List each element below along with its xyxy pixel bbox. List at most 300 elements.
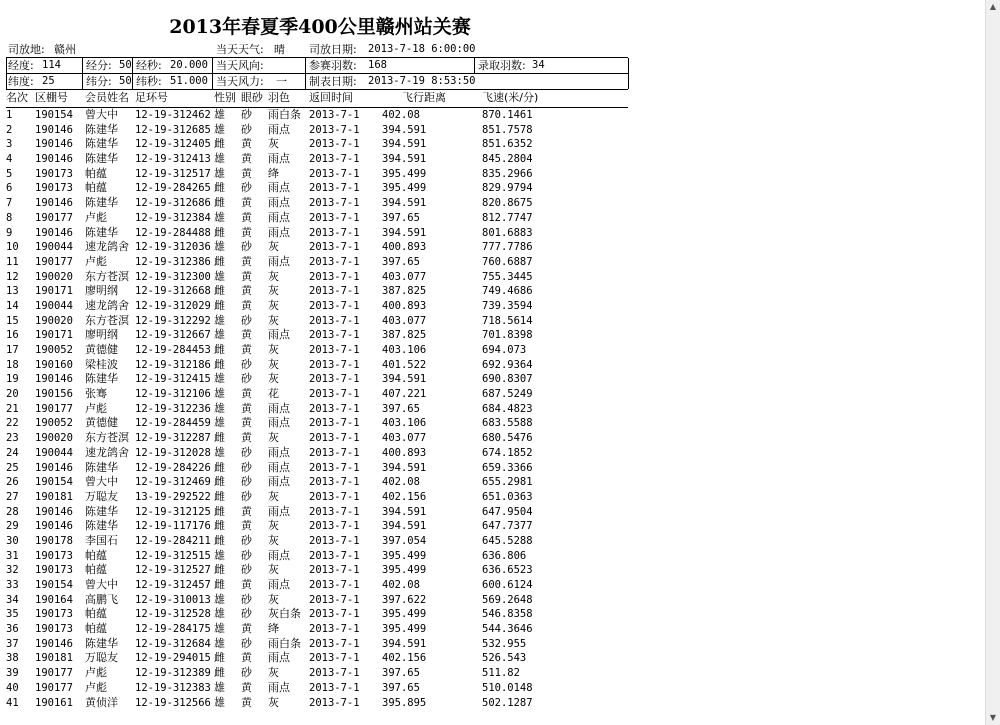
lon-sec-label: 经秒: — [136, 59, 162, 72]
cell-return-time: 2013-7-1 — [309, 241, 360, 254]
cell-speed: 645.5288 — [482, 534, 533, 547]
longitude-label: 经度: — [8, 59, 34, 72]
cell-loft: 190177 — [35, 402, 73, 415]
cell-loft: 190177 — [35, 667, 73, 680]
cell-eye: 黄 — [241, 254, 252, 268]
wind-dir-label: 当天风向: — [216, 59, 264, 72]
cell-ring: 12-19-284175 — [135, 623, 211, 636]
cell-eye: 黄 — [241, 695, 252, 709]
cell-ring: 12-19-312389 — [135, 667, 211, 680]
cell-loft: 190020 — [35, 314, 73, 327]
cell-distance: 400.893 — [382, 299, 427, 312]
cell-loft: 190154 — [35, 579, 73, 591]
cell-color: 雨点 — [268, 460, 290, 474]
cell-color: 雨点 — [268, 475, 290, 489]
vertical-scrollbar[interactable] — [985, 0, 1000, 725]
cell-ring: 12-19-312684 — [135, 637, 211, 650]
cell-loft: 190154 — [35, 109, 73, 121]
cell-return-time: 2013-7-1 — [309, 358, 360, 371]
cell-sex: 雄 — [214, 695, 225, 709]
cell-loft: 190146 — [35, 505, 73, 518]
cell-distance: 395.499 — [382, 608, 427, 621]
cell-sex: 雄 — [214, 166, 225, 180]
cell-speed: 701.8398 — [482, 329, 533, 342]
cell-color: 雨点 — [268, 225, 290, 239]
cell-color: 灰 — [268, 343, 279, 356]
cell-rank: 15 — [6, 314, 19, 327]
table-row — [6, 255, 628, 270]
col-color: 羽色 — [268, 91, 290, 104]
cell-speed: 510.0148 — [482, 681, 533, 694]
cell-rank: 22 — [6, 417, 19, 430]
cell-loft: 190146 — [35, 123, 73, 136]
cell-return-time: 2013-7-1 — [309, 623, 360, 636]
cell-rank: 11 — [6, 255, 19, 268]
cell-sex: 雄 — [214, 328, 225, 342]
cell-rank: 20 — [6, 388, 19, 401]
scroll-up-arrow-icon[interactable]: ▲ — [989, 2, 997, 11]
cell-ring: 12-19-312517 — [135, 167, 211, 180]
release-place: 赣州 — [54, 43, 76, 56]
cell-color: 雨点 — [268, 181, 290, 195]
wind-force: 一 — [276, 75, 287, 88]
table-row — [6, 681, 628, 696]
table-row — [6, 519, 628, 534]
cell-color: 灰 — [268, 357, 279, 371]
cell-return-time: 2013-7-1 — [309, 255, 360, 268]
cell-speed: 636.806 — [482, 549, 527, 562]
table-row — [6, 651, 628, 666]
cell-distance: 397.65 — [382, 667, 420, 680]
cell-return-time: 2013-7-1 — [309, 667, 360, 680]
weather-label: 当天天气: — [216, 43, 264, 56]
cell-loft: 190177 — [35, 211, 73, 224]
cell-color: 灰 — [268, 284, 279, 298]
cell-loft: 190160 — [35, 358, 73, 371]
cell-loft: 190161 — [35, 696, 73, 709]
cell-return-time: 2013-7-1 — [309, 564, 360, 577]
cell-eye: 黄 — [241, 416, 252, 430]
cell-distance: 402.08 — [382, 109, 420, 121]
cell-loft: 190146 — [35, 197, 73, 210]
cell-eye: 砂 — [241, 607, 252, 621]
cell-eye: 砂 — [241, 636, 252, 650]
cell-rank: 8 — [6, 211, 13, 224]
cell-ring: 12-19-312236 — [135, 402, 211, 415]
col-ring: 足环号 — [135, 91, 168, 104]
cell-rank: 38 — [6, 652, 19, 665]
cell-distance: 395.499 — [382, 167, 427, 180]
cell-color: 雨点 — [268, 328, 290, 342]
cell-speed: 755.3445 — [482, 270, 533, 283]
cell-distance: 387.825 — [382, 285, 427, 298]
cell-return-time: 2013-7-1 — [309, 270, 360, 283]
cell-speed: 674.1852 — [482, 446, 533, 459]
table-row — [6, 534, 628, 549]
cell-rank: 5 — [6, 167, 13, 180]
cell-ring: 12-19-284226 — [135, 461, 211, 474]
cell-return-time: 2013-7-1 — [309, 652, 360, 665]
cell-speed: 680.5476 — [482, 432, 533, 445]
cell-rank: 30 — [6, 534, 19, 547]
cell-distance: 394.591 — [382, 373, 427, 386]
cell-speed: 683.5588 — [482, 417, 533, 430]
made-date: 2013-7-19 8:53:50 — [368, 75, 476, 87]
cell-return-time: 2013-7-1 — [309, 211, 360, 224]
col-member: 会员姓名 — [85, 91, 129, 104]
cell-ring: 12-19-312186 — [135, 358, 211, 371]
cell-return-time: 2013-7-1 — [309, 490, 360, 503]
cell-ring: 12-19-294015 — [135, 652, 211, 665]
cell-return-time: 2013-7-1 — [309, 446, 360, 459]
cell-eye: 黄 — [241, 284, 252, 298]
cell-ring: 12-19-312287 — [135, 432, 211, 445]
cell-rank: 6 — [6, 182, 13, 195]
cell-speed: 845.2804 — [482, 153, 533, 166]
cell-member: 帕蕴 — [85, 622, 107, 636]
cell-eye: 砂 — [241, 548, 252, 562]
cell-speed: 851.6352 — [482, 138, 533, 151]
cell-eye: 砂 — [241, 122, 252, 136]
cell-sex: 雌 — [214, 519, 225, 533]
cell-color: 雨点 — [268, 548, 290, 562]
accepted-label: 录取羽数: — [478, 59, 526, 72]
cell-eye: 黄 — [241, 578, 252, 591]
cell-ring: 12-19-312384 — [135, 211, 211, 224]
cell-return-time: 2013-7-1 — [309, 608, 360, 621]
cell-rank: 1 — [6, 109, 13, 121]
cell-speed: 636.6523 — [482, 564, 533, 577]
cell-speed: 835.2966 — [482, 167, 533, 180]
cell-distance: 394.591 — [382, 505, 427, 518]
cell-eye: 砂 — [241, 460, 252, 474]
cell-loft: 190146 — [35, 138, 73, 151]
cell-return-time: 2013-7-1 — [309, 197, 360, 210]
cell-member: 陈建华 — [85, 152, 118, 166]
cell-speed: 690.8307 — [482, 373, 533, 386]
cell-rank: 19 — [6, 373, 19, 386]
cell-member: 卢彪 — [85, 401, 107, 415]
cell-loft: 190173 — [35, 608, 73, 621]
cell-return-time: 2013-7-1 — [309, 417, 360, 430]
cell-speed: 760.6887 — [482, 255, 533, 268]
info-row-longitude — [6, 58, 628, 73]
cell-sex: 雄 — [214, 592, 225, 606]
cell-sex: 雄 — [214, 548, 225, 562]
cell-color: 灰 — [268, 137, 279, 151]
cell-member: 帕蕴 — [85, 607, 107, 621]
cell-return-time: 2013-7-1 — [309, 182, 360, 195]
table-row — [6, 211, 628, 226]
cell-member: 高鹏飞 — [85, 592, 118, 606]
cell-color: 雨点 — [268, 152, 290, 166]
cell-color: 绛 — [268, 622, 279, 636]
cell-return-time: 2013-7-1 — [309, 461, 360, 474]
cell-member: 帕蕴 — [85, 548, 107, 562]
cell-eye: 砂 — [241, 533, 252, 547]
cell-loft: 190146 — [35, 520, 73, 533]
cell-distance: 401.522 — [382, 358, 427, 371]
cell-rank: 9 — [6, 226, 13, 239]
cell-ring: 12-19-284265 — [135, 182, 211, 195]
cell-ring: 12-19-284211 — [135, 534, 211, 547]
cell-distance: 394.591 — [382, 520, 427, 533]
cell-ring: 12-19-312685 — [135, 123, 211, 136]
cell-loft: 190164 — [35, 593, 73, 606]
cell-return-time: 2013-7-1 — [309, 344, 360, 356]
table-row — [6, 123, 628, 138]
lon-sec: 20.000 — [170, 59, 208, 71]
cell-color: 绛 — [268, 166, 279, 180]
cell-member: 陈建华 — [85, 137, 118, 151]
cell-distance: 400.893 — [382, 241, 427, 254]
cell-distance: 387.825 — [382, 329, 427, 342]
table-row — [6, 490, 628, 505]
cell-distance: 403.106 — [382, 417, 427, 430]
table-row — [6, 314, 628, 329]
cell-ring: 12-19-312469 — [135, 476, 211, 489]
col-eye: 眼砂 — [241, 91, 263, 104]
table-row — [6, 108, 628, 123]
table-row — [6, 416, 628, 431]
cell-rank: 25 — [6, 461, 19, 474]
cell-speed: 526.543 — [482, 652, 527, 665]
cell-sex: 雌 — [214, 137, 225, 151]
cell-member: 黄德健 — [85, 343, 118, 356]
cell-eye: 黄 — [241, 210, 252, 224]
cell-ring: 12-19-312383 — [135, 681, 211, 694]
cell-speed: 718.5614 — [482, 314, 533, 327]
cell-speed: 687.5249 — [482, 388, 533, 401]
cell-rank: 36 — [6, 623, 19, 636]
cell-member: 帕蕴 — [85, 563, 107, 577]
cell-color: 雨点 — [268, 401, 290, 415]
table-row — [6, 461, 628, 476]
cell-sex: 雄 — [214, 622, 225, 636]
cell-ring: 12-19-312028 — [135, 446, 211, 459]
entries: 168 — [368, 59, 387, 71]
cell-rank: 35 — [6, 608, 19, 621]
table-row — [6, 666, 628, 681]
cell-speed: 829.9794 — [482, 182, 533, 195]
cell-distance: 397.65 — [382, 681, 420, 694]
cell-ring: 12-19-312462 — [135, 109, 211, 121]
cell-speed: 647.7377 — [482, 520, 533, 533]
cell-distance: 394.591 — [382, 123, 427, 136]
cell-ring: 12-19-312528 — [135, 608, 211, 621]
lat-min: 50 — [119, 75, 132, 87]
cell-eye: 砂 — [241, 108, 252, 121]
cell-loft: 190177 — [35, 255, 73, 268]
cell-eye: 砂 — [241, 357, 252, 371]
cell-return-time: 2013-7-1 — [309, 549, 360, 562]
cell-speed: 820.8675 — [482, 197, 533, 210]
cell-member: 速龙鸽舍 — [85, 240, 129, 254]
cell-sex: 雄 — [214, 636, 225, 650]
cell-color: 雨白条 — [268, 108, 301, 121]
cell-member: 陈建华 — [85, 504, 118, 518]
cell-sex: 雌 — [214, 475, 225, 489]
cell-member: 帕蕴 — [85, 181, 107, 195]
cell-distance: 395.499 — [382, 564, 427, 577]
cell-distance: 400.893 — [382, 446, 427, 459]
cell-speed: 801.6883 — [482, 226, 533, 239]
col-return-time: 返回时间 — [309, 91, 353, 104]
cell-ring: 12-19-312515 — [135, 549, 211, 562]
cell-member: 东方苍溟 — [85, 269, 129, 283]
col-sex: 性别 — [214, 91, 236, 104]
divider — [474, 58, 475, 73]
cell-color: 灰白条 — [268, 607, 301, 621]
cell-color: 雨点 — [268, 445, 290, 459]
cell-loft: 190044 — [35, 241, 73, 254]
cell-speed: 684.4823 — [482, 402, 533, 415]
divider — [305, 58, 306, 89]
cell-rank: 39 — [6, 667, 19, 680]
cell-ring: 12-19-312566 — [135, 696, 211, 709]
table-row — [6, 431, 628, 446]
table-row — [6, 270, 628, 285]
cell-member: 陈建华 — [85, 636, 118, 650]
cell-ring: 12-19-312125 — [135, 505, 211, 518]
cell-distance: 397.65 — [382, 402, 420, 415]
cell-return-time: 2013-7-1 — [309, 432, 360, 445]
table-row — [6, 358, 628, 373]
cell-eye: 黄 — [241, 166, 252, 180]
cell-distance: 402.156 — [382, 652, 427, 665]
cell-color: 灰 — [268, 240, 279, 254]
cell-loft: 190181 — [35, 652, 73, 665]
cell-loft: 190052 — [35, 417, 73, 430]
cell-return-time: 2013-7-1 — [309, 153, 360, 166]
cell-eye: 砂 — [241, 563, 252, 577]
cell-sex: 雄 — [214, 607, 225, 621]
cell-speed: 569.2648 — [482, 593, 533, 606]
cell-color: 灰 — [268, 431, 279, 445]
cell-eye: 黄 — [241, 651, 252, 665]
cell-color: 灰 — [268, 489, 279, 503]
cell-rank: 32 — [6, 564, 19, 577]
cell-eye: 砂 — [241, 592, 252, 606]
table-row — [6, 475, 628, 490]
report-title: 2013年春夏季400公里赣州站关赛 — [169, 16, 471, 38]
cell-distance: 407.221 — [382, 388, 427, 401]
cell-loft: 190044 — [35, 446, 73, 459]
cell-color: 雨点 — [268, 210, 290, 224]
cell-rank: 7 — [6, 197, 13, 210]
cell-loft: 190177 — [35, 681, 73, 694]
cell-color: 雨点 — [268, 651, 290, 665]
wind-force-label: 当天风力: — [216, 75, 264, 88]
cell-return-time: 2013-7-1 — [309, 505, 360, 518]
cell-speed: 532.955 — [482, 637, 527, 650]
cell-sex: 雌 — [214, 298, 225, 312]
cell-color: 雨点 — [268, 680, 290, 694]
cell-return-time: 2013-7-1 — [309, 520, 360, 533]
cell-sex: 雄 — [214, 269, 225, 283]
cell-rank: 40 — [6, 681, 19, 694]
cell-return-time: 2013-7-1 — [309, 476, 360, 489]
table-row — [6, 299, 628, 314]
cell-sex: 雄 — [214, 680, 225, 694]
cell-loft: 190171 — [35, 329, 73, 342]
cell-sex: 雄 — [214, 416, 225, 430]
cell-member: 黄侦洋 — [85, 695, 118, 709]
cell-ring: 12-19-310013 — [135, 593, 211, 606]
scroll-down-arrow-icon[interactable]: ▼ — [989, 713, 997, 722]
cell-rank: 27 — [6, 490, 19, 503]
cell-ring: 12-19-312686 — [135, 197, 211, 210]
table-row — [6, 343, 628, 358]
cell-ring: 12-19-312036 — [135, 241, 211, 254]
info-row-release — [6, 42, 628, 57]
cell-rank: 29 — [6, 520, 19, 533]
cell-color: 灰 — [268, 563, 279, 577]
cell-return-time: 2013-7-1 — [309, 109, 360, 121]
cell-member: 卢彪 — [85, 666, 107, 680]
lat-sec: 51.000 — [170, 75, 208, 87]
cell-rank: 3 — [6, 138, 13, 151]
cell-speed: 647.9504 — [482, 505, 533, 518]
cell-distance: 397.054 — [382, 534, 427, 547]
col-rank: 名次 — [6, 91, 28, 104]
info-row-latitude — [6, 74, 628, 89]
cell-sex: 雌 — [214, 431, 225, 445]
cell-speed: 651.0363 — [482, 490, 533, 503]
latitude-label: 纬度: — [8, 75, 34, 88]
cell-eye: 黄 — [241, 269, 252, 283]
cell-loft: 190020 — [35, 432, 73, 445]
cell-sex: 雌 — [214, 460, 225, 474]
cell-speed: 694.073 — [482, 344, 527, 356]
cell-member: 黄德健 — [85, 416, 118, 430]
cell-distance: 403.077 — [382, 314, 427, 327]
cell-rank: 24 — [6, 446, 19, 459]
cell-member: 曾大中 — [85, 578, 118, 591]
cell-eye: 黄 — [241, 196, 252, 210]
cell-rank: 33 — [6, 579, 19, 591]
cell-return-time: 2013-7-1 — [309, 534, 360, 547]
table-header — [6, 90, 628, 106]
cell-member: 曾大中 — [85, 475, 118, 489]
cell-color: 灰 — [268, 695, 279, 709]
cell-sex: 雄 — [214, 122, 225, 136]
cell-distance: 397.65 — [382, 255, 420, 268]
cell-eye: 黄 — [241, 343, 252, 356]
cell-sex: 雄 — [214, 387, 225, 401]
cell-rank: 26 — [6, 476, 19, 489]
cell-speed: 502.1287 — [482, 696, 533, 709]
cell-member: 帕蕴 — [85, 166, 107, 180]
cell-sex: 雄 — [214, 152, 225, 166]
col-loft: 区棚号 — [35, 91, 68, 104]
cell-color: 灰 — [268, 666, 279, 680]
cell-rank: 23 — [6, 432, 19, 445]
cell-loft: 190173 — [35, 182, 73, 195]
cell-return-time: 2013-7-1 — [309, 299, 360, 312]
cell-loft: 190171 — [35, 285, 73, 298]
cell-rank: 37 — [6, 637, 19, 650]
cell-distance: 403.077 — [382, 432, 427, 445]
cell-return-time: 2013-7-1 — [309, 388, 360, 401]
cell-sex: 雌 — [214, 651, 225, 665]
cell-member: 陈建华 — [85, 372, 118, 386]
cell-speed: 511.82 — [482, 667, 520, 680]
cell-eye: 黄 — [241, 622, 252, 636]
cell-distance: 397.65 — [382, 211, 420, 224]
table-row — [6, 593, 628, 608]
cell-distance: 403.106 — [382, 344, 427, 356]
